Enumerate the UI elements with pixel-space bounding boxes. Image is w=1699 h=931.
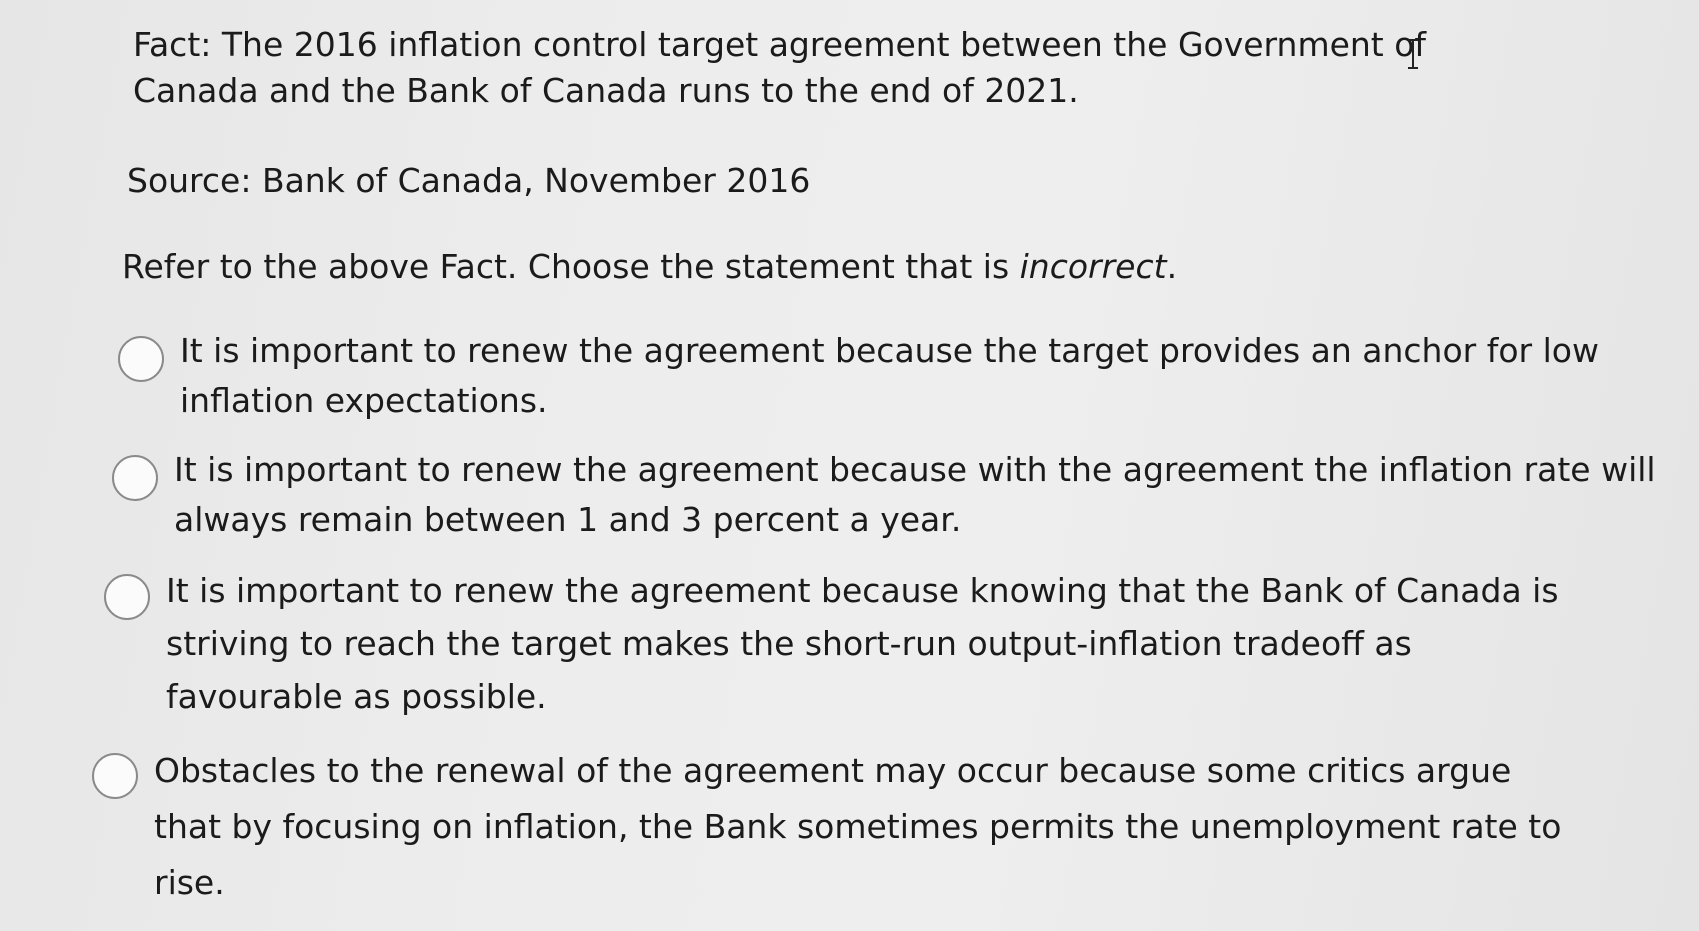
question-suffix: . [1166, 247, 1178, 286]
question-prompt [122, 244, 1177, 290]
answer-option-1-text[interactable]: It is important to renew the agreement because the target provides an anchor for low inflation expectations. [180, 331, 1599, 420]
text-cursor-icon [1406, 38, 1420, 70]
answer-option-3-text[interactable]: It is important to renew the agreement because knowing that the Bank of Canada is striving to reach the target makes the short-run output-inflation tradeoff as favourable as possible. [166, 571, 1559, 716]
radio-button-1[interactable] [118, 336, 164, 382]
question-emphasis: incorrect [1019, 247, 1167, 286]
radio-button-4[interactable] [92, 753, 138, 799]
radio-button-2[interactable] [112, 455, 158, 501]
radio-button-3[interactable] [104, 574, 150, 620]
answer-option-4-text[interactable]: Obstacles to the renewal of the agreement may occur because some critics argue that by focusing on inflation, the Bank sometimes permits the unemployment rate to rise. [154, 751, 1562, 902]
fact-text: Fact: The 2016 inflation control target agreement between the Government of Canada and the Bank of Canada runs to the end of 2021. [133, 25, 1427, 110]
question-prefix: Refer to the above Fact. Choose the statement that is [122, 247, 1020, 286]
answer-option-2-text[interactable]: It is important to renew the agreement because with the agreement the inflation rate will always remain between 1 and 3 percent a year. [174, 450, 1656, 539]
source-text: Source: Bank of Canada, November 2016 [127, 161, 811, 200]
